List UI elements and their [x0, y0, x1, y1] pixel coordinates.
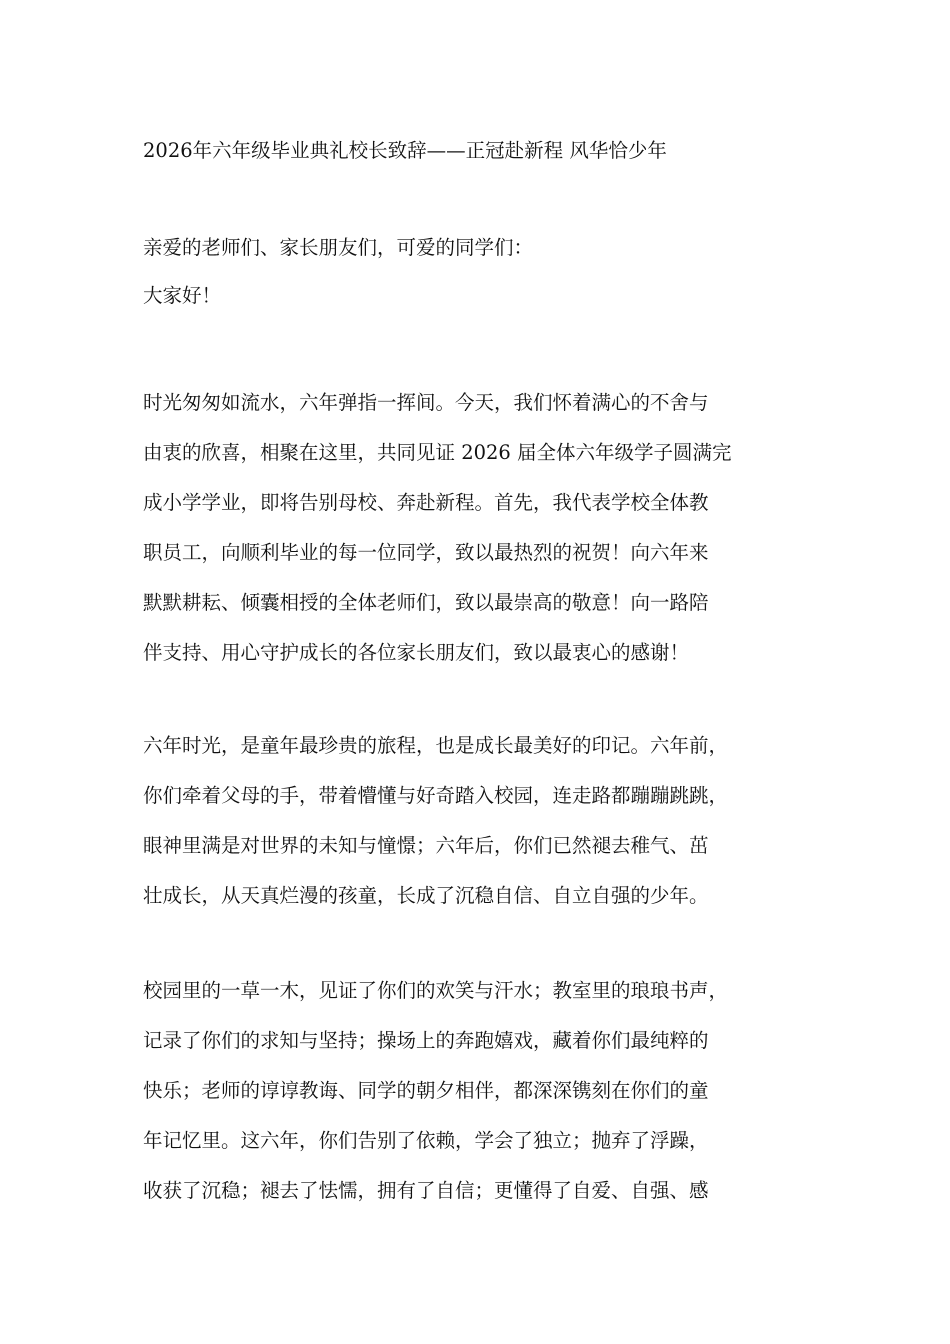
document-body — [143, 134, 833, 1216]
paragraph-line: 默默耕耘、倾囊相授的全体老师们，致以最崇高的敬意！向一路陪 — [143, 591, 709, 614]
paragraph-line: 收获了沉稳；褪去了怯懦，拥有了自信；更懂得了自爱、自强、感 — [143, 1179, 709, 1202]
paragraph-line: 伴支持、用心守护成长的各位家长朋友们，致以最衷心的感谢！ — [143, 641, 690, 664]
paragraph-1 — [143, 378, 833, 678]
paragraph-line: 校园里的一草一木，见证了你们的欢笑与汗水；教室里的琅琅书声， — [143, 979, 729, 1002]
paragraph-line: 职员工，向顺利毕业的每一位同学，致以最热烈的祝贺！向六年来 — [143, 541, 709, 564]
paragraph-3 — [143, 966, 833, 1216]
paragraph-line: 年记忆里。这六年，你们告别了依赖，学会了独立；抛弃了浮躁， — [143, 1129, 709, 1152]
salutation: 亲爱的老师们、家长朋友们，可爱的同学们： — [143, 236, 534, 259]
paragraph-line: 由衷的欣喜，相聚在这里，共同见证 2026 届全体六年级学子圆满完 — [143, 441, 732, 464]
paragraph-line: 记录了你们的求知与坚持；操场上的奔跑嬉戏，藏着你们最纯粹的 — [143, 1029, 709, 1052]
paragraph-line: 六年时光，是童年最珍贵的旅程，也是成长最美好的印记。六年前， — [143, 734, 729, 757]
paragraph-line: 时光匆匆如流水，六年弹指一挥间。今天，我们怀着满心的不舍与 — [143, 391, 709, 414]
paragraph-line: 眼神里满是对世界的未知与憧憬；六年后，你们已然褪去稚气、茁 — [143, 834, 709, 857]
document-title: 2026年六年级毕业典礼校长致辞——正冠赴新程 风华恰少年 — [143, 139, 667, 162]
paragraph-line: 壮成长，从天真烂漫的孩童，长成了沉稳自信、自立自强的少年。 — [143, 884, 709, 907]
greeting: 大家好！ — [143, 284, 222, 307]
paragraph-2 — [143, 721, 833, 921]
paragraph-line: 快乐；老师的谆谆教诲、同学的朝夕相伴，都深深镌刻在你们的童 — [143, 1079, 709, 1102]
paragraph-line: 成小学学业，即将告别母校、奔赴新程。首先，我代表学校全体教 — [143, 491, 709, 514]
paragraph-line: 你们牵着父母的手，带着懵懂与好奇踏入校园，连走路都蹦蹦跳跳， — [143, 784, 729, 807]
